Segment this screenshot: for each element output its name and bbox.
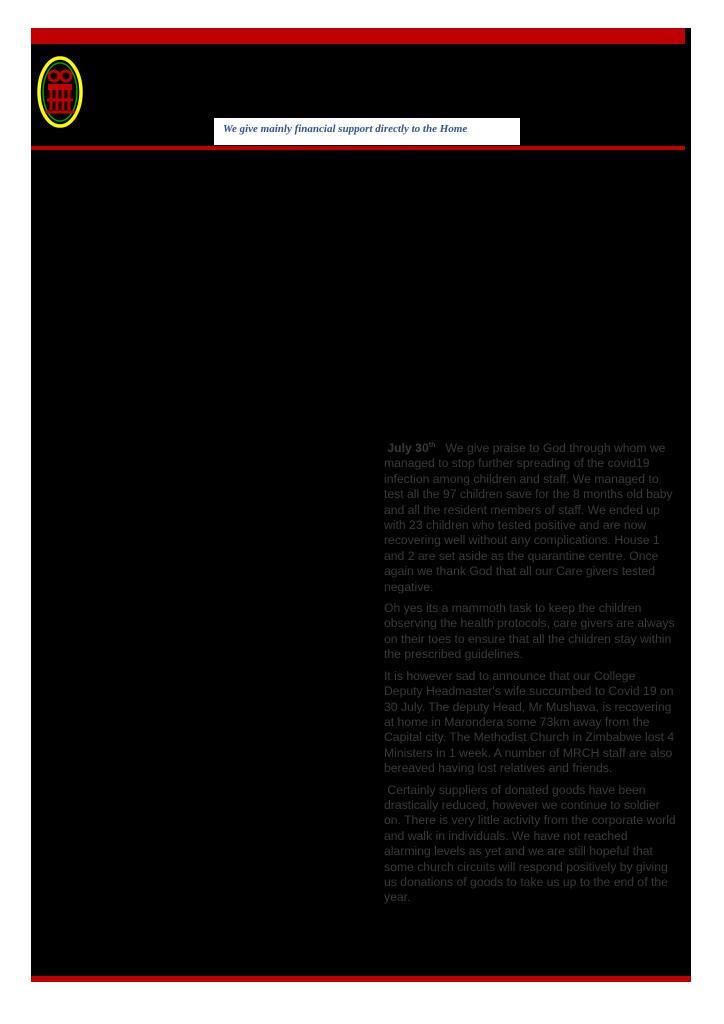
bottom-red-bar xyxy=(31,976,691,982)
date-suffix: th xyxy=(428,441,436,449)
tagline-text: We give mainly financial support directly to the Home xyxy=(223,123,468,135)
paragraph-4-text: Certainly suppliers of donated goods have been drastically reduced, however we continue to soldier on. There is very little activity from the corporate world and walk in individuals. We have not reached alarming levels as yet and we are still hopeful that some church circuits will respond positively by giving us donations of goods to take us up to the end of the year. xyxy=(384,782,676,905)
top-red-bar xyxy=(31,28,685,44)
home-logo-icon xyxy=(36,54,84,130)
tagline-banner xyxy=(214,118,520,145)
header-red-rule xyxy=(31,146,685,150)
paragraph-1-text: We give praise to God through whom we managed to stop further spreading of the covid19 infection among children and staff. We managed to test all the 97 children save for the 8 months old baby and all the resident members of staff. We ended up with 23 children who tested positive and are now recovering well without any complications. House 1 and 2 are set aside as the quarantine centre. Once again we thank God that all our Care givers tested negative. xyxy=(384,441,673,594)
article-date xyxy=(387,441,435,455)
date-day: July 30 xyxy=(387,441,429,455)
newsletter-page xyxy=(31,28,691,982)
news-article xyxy=(384,441,676,912)
article-paragraph: Oh yes its a mammoth task to keep the children observing the health protocols, care givers are always on their toes to ensure that all the children stay within the prescribed guidelines. xyxy=(384,601,675,662)
article-paragraph xyxy=(384,441,676,595)
article-paragraph xyxy=(384,783,676,906)
article-paragraph: It is however sad to announce that our College Deputy Headmaster's wife succumbed to Covid 19 on 30 July. The deputy Head, Mr Mushava, is recovering at home in Marondera some 73km away from the Capital city. The Methodist Church in Zimbabwe lost 4 Ministers in 1 week. A number of MRCH staff are also bereaved having lost relatives and friends. xyxy=(384,668,675,776)
